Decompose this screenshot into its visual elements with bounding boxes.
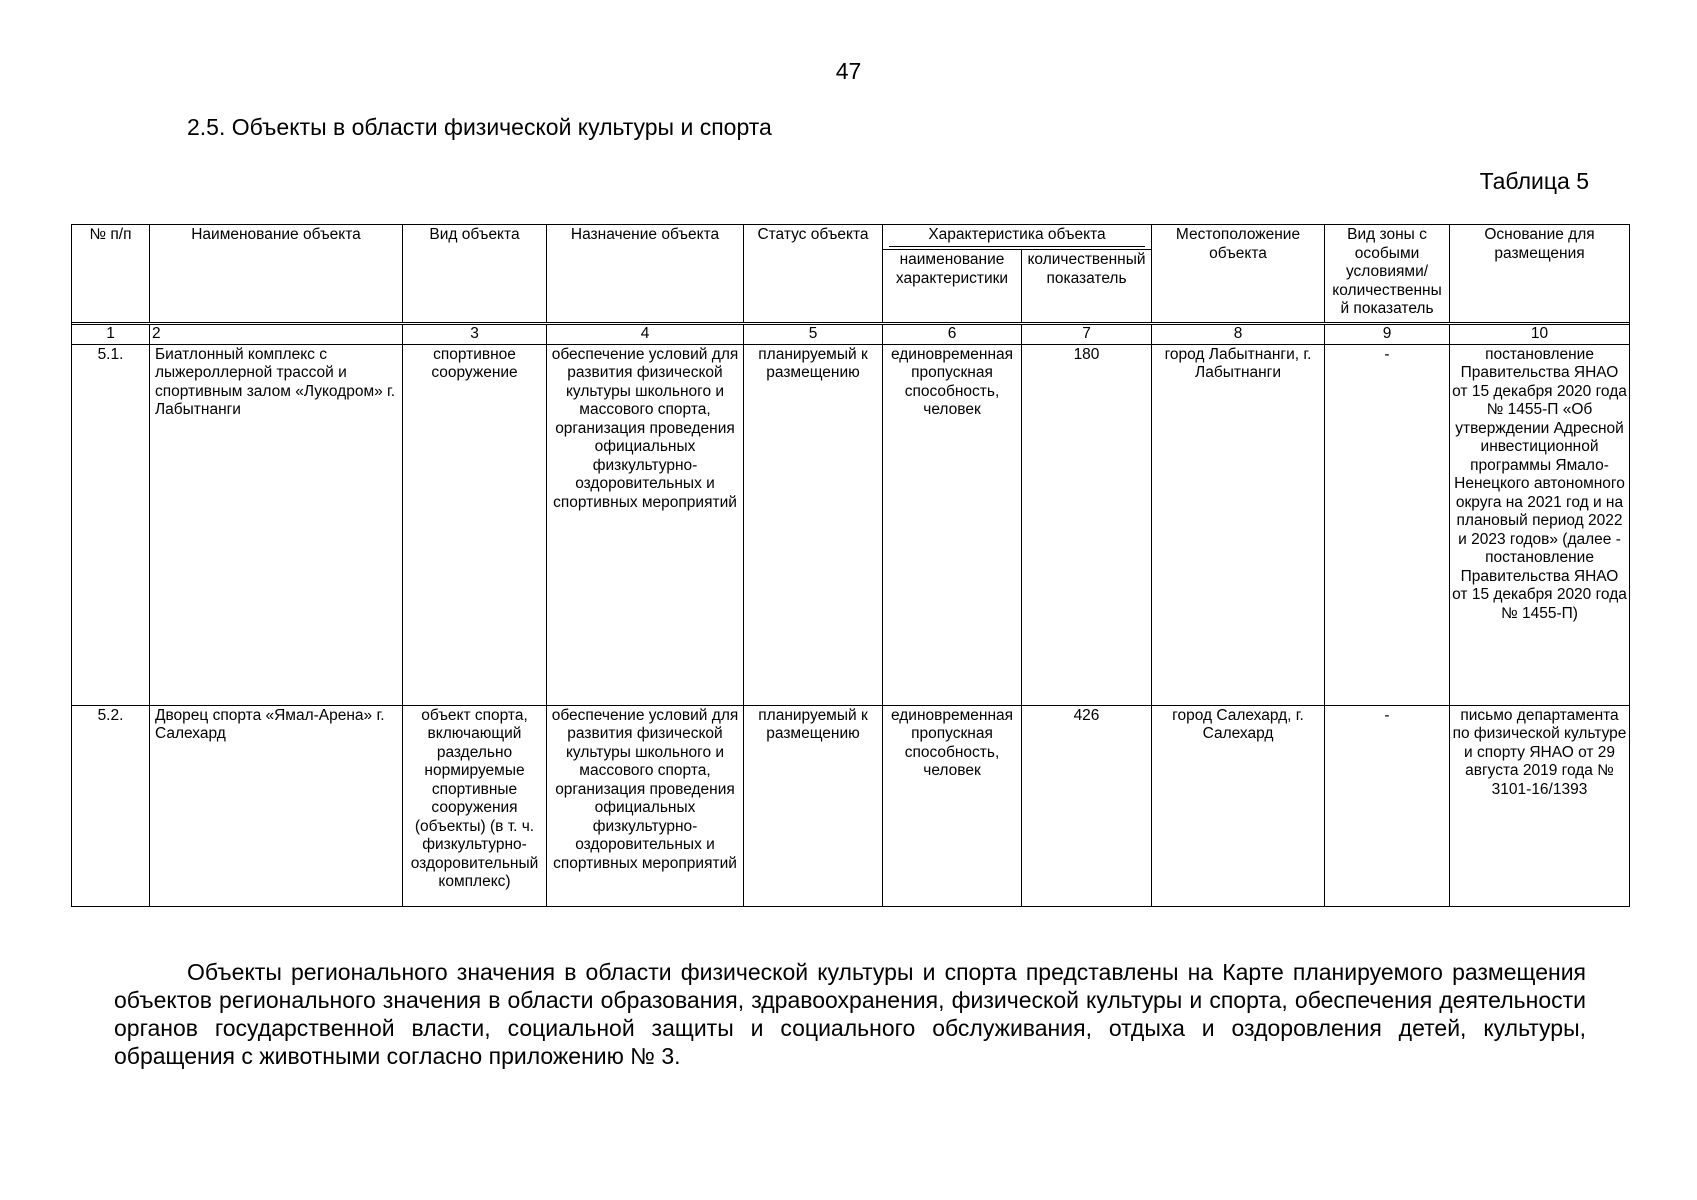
footer-paragraph: Объекты регионального значения в области физической культуры и спорта представлены на Карте планируемого размещения объектов регионального значения в области образования, здравоохранения, физической культуры и спорта, обеспечения деятельности органов государственной власти, социальной защиты и социального обслуживания, отдыха и оздоровления детей, культуры, обращения с животными согласно приложению № 3. bbox=[114, 959, 1586, 1069]
table-row bbox=[72, 344, 1630, 705]
cell-char-name: единовременная пропускная способность, человек bbox=[883, 705, 1022, 906]
column-number: 10 bbox=[1450, 325, 1630, 345]
page-number: 47 bbox=[835, 58, 862, 84]
table-row bbox=[72, 705, 1630, 906]
header-char-value: количественный показатель bbox=[1022, 250, 1152, 323]
header-purpose: Назначение объекта bbox=[547, 225, 744, 323]
column-number: 1 bbox=[72, 325, 150, 345]
cell-basis: письмо департамента по физической культуре и спорту ЯНАО от 29 августа 2019 года № 3101-16/1393 bbox=[1450, 705, 1630, 906]
cell-num: 5.2. bbox=[72, 705, 150, 906]
section-title: 2.5. Объекты в области физической культуры и спорта bbox=[187, 114, 772, 140]
cell-char-value: 180 bbox=[1022, 344, 1152, 705]
cell-purpose: обеспечение условий для развития физической культуры школьного и массового спорта, организация проведения официальных физкультурно-оздоровительных и спортивных мероприятий bbox=[547, 344, 744, 705]
cell-status: планируемый к размещению bbox=[744, 344, 883, 705]
cell-basis: постановление Правительства ЯНАО от 15 декабря 2020 года № 1455-П «Об утверждении Адресной инвестиционной программы Ямало-Ненецкого автономного округа на 2021 год и на плановый период 2022 и 2023 годов» (далее - постановление Правительства ЯНАО от 15 декабря 2020 года № 1455-П) bbox=[1450, 344, 1630, 705]
cell-type: спортивное сооружение bbox=[403, 344, 547, 705]
header-location: Местоположение объекта bbox=[1152, 225, 1325, 323]
column-number: 5 bbox=[744, 325, 883, 345]
cell-zone: - bbox=[1325, 344, 1450, 705]
cell-num: 5.1. bbox=[72, 344, 150, 705]
column-number: 2 bbox=[150, 325, 403, 345]
cell-char-name: единовременная пропускная способность, человек bbox=[883, 344, 1022, 705]
cell-location: город Салехард, г. Салехард bbox=[1152, 705, 1325, 906]
header-num: № п/п bbox=[72, 225, 150, 323]
header-characteristic-group bbox=[883, 225, 1152, 250]
column-number: 3 bbox=[403, 325, 547, 345]
header-basis: Основание для размещения bbox=[1450, 225, 1630, 323]
table-header-row bbox=[72, 225, 1630, 250]
cell-status: планируемый к размещению bbox=[744, 705, 883, 906]
column-number-row bbox=[72, 325, 1630, 345]
cell-location: город Лабытнанги, г. Лабытнанги bbox=[1152, 344, 1325, 705]
table-label: Таблица 5 bbox=[1479, 168, 1589, 194]
cell-char-value: 426 bbox=[1022, 705, 1152, 906]
column-number: 9 bbox=[1325, 325, 1450, 345]
column-number: 8 bbox=[1152, 325, 1325, 345]
cell-name: Дворец спорта «Ямал-Арена» г. Салехард bbox=[150, 705, 403, 906]
header-name: Наименование объекта bbox=[150, 225, 403, 323]
header-char-name: наименование характеристики bbox=[883, 250, 1022, 323]
cell-type: объект спорта, включающий раздельно нормируемые спортивные сооружения (объекты) (в т. ч. физкультурно-оздоровительный комплекс) bbox=[403, 705, 547, 906]
cell-purpose: обеспечение условий для развития физической культуры школьного и массового спорта, организация проведения официальных физкультурно-оздоровительных и спортивных мероприятий bbox=[547, 705, 744, 906]
column-number: 6 bbox=[883, 325, 1022, 345]
cell-name: Биатлонный комплекс с лыжероллерной трассой и спортивным залом «Лукодром» г. Лабытнанги bbox=[150, 344, 403, 705]
cell-zone: - bbox=[1325, 705, 1450, 906]
header-status: Статус объекта bbox=[744, 225, 883, 323]
objects-table bbox=[71, 224, 1630, 907]
header-characteristic: Характеристика объекта bbox=[889, 225, 1145, 247]
header-zone: Вид зоны с особыми условиями/ количественны й показатель bbox=[1325, 225, 1450, 323]
column-number: 7 bbox=[1022, 325, 1152, 345]
column-number: 4 bbox=[547, 325, 744, 345]
header-type: Вид объекта bbox=[403, 225, 547, 323]
